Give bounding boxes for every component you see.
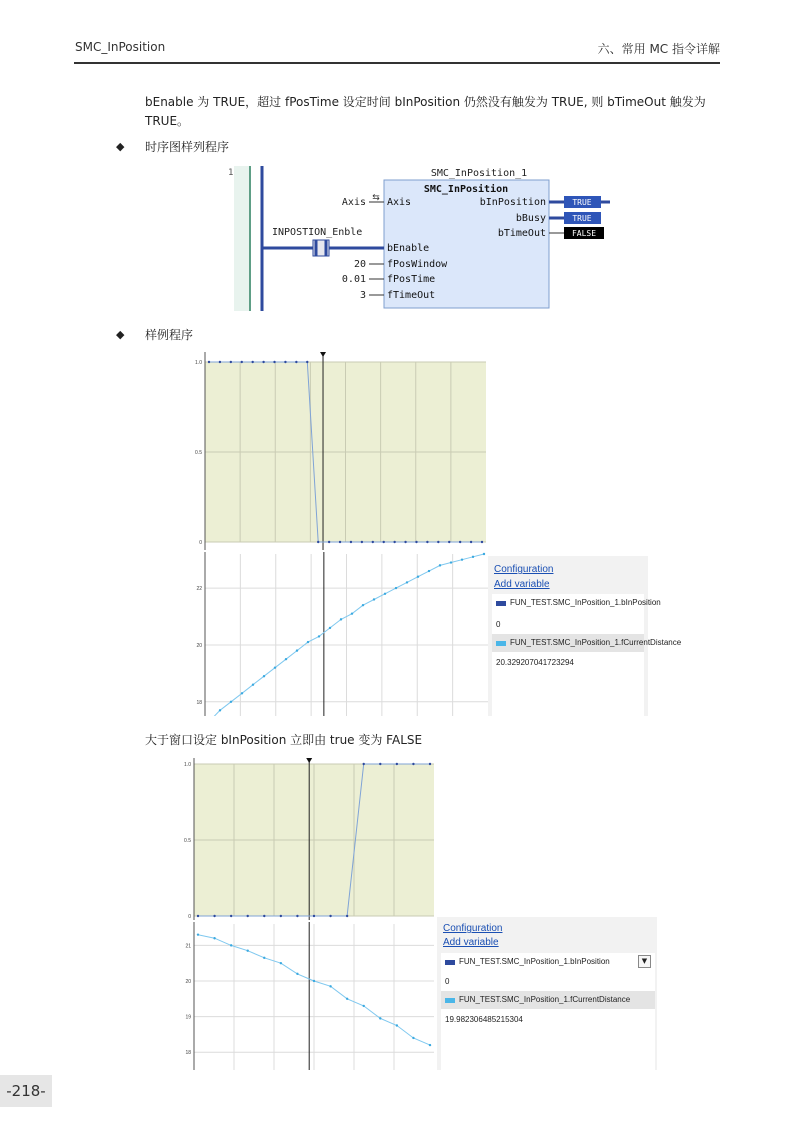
section-title-sample: 样例程序: [145, 328, 194, 342]
trend1-bool-point-23: [459, 541, 461, 543]
trend2-bool-ytick-0: 1.0: [184, 762, 191, 768]
trend2-bool-point-8: [329, 915, 331, 917]
trend1-dist-ytick-2: 18: [196, 699, 202, 706]
trend2-dist-point-1: [213, 937, 215, 939]
trend1-bool-point-17: [393, 541, 395, 543]
binposition-value: TRUE: [572, 198, 592, 207]
trend2-dropdown-icon[interactable]: ▼: [638, 955, 651, 968]
trend1-dist-point-13: [351, 612, 353, 614]
trend1-dist-point-21: [439, 564, 441, 566]
trend1-dist-point-6: [274, 666, 276, 668]
trend2-dist-point-8: [329, 985, 331, 987]
trend2-bool-point-10: [363, 763, 365, 765]
trend2-dist-point-10: [363, 1005, 365, 1007]
trend2-dist-point-3: [247, 950, 249, 952]
trend1-bool-point-16: [383, 541, 385, 543]
trend1-bool-point-7: [284, 361, 286, 363]
trend1-dist-ytick-0: 22: [196, 586, 202, 593]
trend1-bool-ytick-2: 0: [199, 540, 202, 546]
trend1-distance-chart: [193, 552, 490, 716]
trend2-var2-color-swatch: [445, 998, 455, 1003]
trend2-bool-point-11: [379, 763, 381, 765]
trend1-dist-point-11: [329, 627, 331, 629]
trend2-bool-point-9: [346, 915, 348, 917]
trend1-bool-point-9: [306, 361, 308, 363]
trend1-dist-point-5: [263, 675, 265, 677]
trend1-bool-point-11: [328, 541, 330, 543]
trend2-var1-value: 0: [445, 977, 450, 986]
trend2-bool-point-1: [213, 915, 215, 917]
btimeout-value: FALSE: [571, 229, 597, 238]
trend2-dist-point-11: [379, 1017, 381, 1019]
trend2-var2-value: 19.982306485215304: [445, 1015, 523, 1024]
trend1-var2-color-swatch: [496, 641, 506, 646]
trend2-bool-point-4: [263, 915, 265, 917]
trend2-bool-ytick-1: 0.5: [184, 838, 191, 844]
trend1-dist-point-9: [307, 641, 309, 643]
function-block-diagram: [225, 160, 615, 315]
input-pin-fposwindow: fPosWindow: [387, 259, 448, 270]
trend2-bool-point-2: [230, 915, 232, 917]
trend2-distance-chart: [184, 922, 436, 1070]
trend1-bool-point-1: [219, 361, 221, 363]
trend1-bool-ytick-1: 0.5: [195, 450, 202, 456]
trend2-configuration-link[interactable]: Configuration: [443, 923, 503, 934]
header-right: 六、常用 MC 指令详解: [597, 42, 720, 56]
trend2-legend-panel: [437, 917, 657, 1070]
trend1-dist-point-25: [483, 553, 485, 555]
input-pin-benable: bEnable: [387, 243, 430, 254]
fb-instance-name: SMC_InPosition_1: [430, 168, 528, 179]
trend1-dist-point-16: [384, 593, 386, 595]
header-rule: [74, 62, 720, 64]
trend2-dist-point-2: [230, 944, 232, 946]
input-pin-ftimeout: fTimeOut: [387, 290, 436, 301]
trend2-dist-point-13: [412, 1037, 414, 1039]
trend2-dist-point-7: [313, 980, 315, 982]
trend2-bool-point-5: [280, 915, 282, 917]
enable-var-name: INPOSTION_Enble: [272, 227, 363, 238]
bullet-diamond-icon-2: ◆: [116, 328, 125, 341]
trend1-bool-ytick-0: 1.0: [195, 360, 202, 366]
trend1-dist-point-10: [318, 635, 320, 637]
trend1-var1-name: FUN_TEST.SMC_InPosition_1.bInPosition: [510, 598, 661, 607]
trend1-dist-point-14: [362, 604, 364, 606]
trend1-configuration-link[interactable]: Configuration: [494, 564, 554, 575]
trend1-var2-row[interactable]: [492, 634, 682, 652]
trend1-dist-ytick-1: 20: [196, 642, 202, 649]
trend1-bool-point-6: [273, 361, 275, 363]
trend2-var2-name: FUN_TEST.SMC_InPosition_1.fCurrentDistance: [459, 995, 631, 1004]
trend2-bool-point-13: [412, 763, 414, 765]
trend1-bool-chart: [193, 352, 488, 550]
trend2-dist-ytick-0: 21: [185, 943, 191, 950]
trend1-bool-point-5: [262, 361, 264, 363]
trend1-bool-point-8: [295, 361, 297, 363]
trend2-bool-cursor-marker: [306, 758, 312, 763]
trend1-bool-point-12: [339, 541, 341, 543]
trend2-bool-point-14: [429, 763, 431, 765]
output-pin-binposition: bInPosition: [479, 197, 546, 208]
output-pin-btimeout: bTimeOut: [497, 228, 546, 239]
page-number: -218-: [0, 1075, 52, 1107]
trend1-bool-point-13: [350, 541, 352, 543]
trend1-bool-point-22: [448, 541, 450, 543]
trend1-bool-point-19: [415, 541, 417, 543]
trend1-dist-point-3: [241, 692, 243, 694]
trend1-dist-point-7: [285, 658, 287, 660]
trend2-bool-point-0: [197, 915, 199, 917]
input-pin-fpostime: fPosTime: [387, 274, 436, 285]
trend1-bool-cursor-marker: [320, 352, 326, 357]
bbusy-value: TRUE: [572, 214, 592, 223]
section-title-timing: 时序图样列程序: [145, 140, 230, 154]
fb-type-name: SMC_InPosition: [423, 184, 509, 195]
trend1-variable-list: [492, 594, 682, 716]
trend2-dist-point-12: [396, 1024, 398, 1026]
input-value-ftimeout: 3: [359, 290, 366, 301]
axis-arrow-icon: ⇆: [372, 193, 380, 203]
trend1-var1-value: 0: [496, 620, 501, 629]
trend1-bool-point-14: [361, 541, 363, 543]
trend1-bool-point-0: [208, 361, 210, 363]
trend2-var2-row[interactable]: [441, 991, 655, 1009]
trend1-bool-point-21: [437, 541, 439, 543]
input-value-fposwindow: 20: [353, 259, 366, 270]
trend2-var1-color-swatch: [445, 960, 455, 965]
trend1-bool-point-4: [251, 361, 253, 363]
trend1-var2-name: FUN_TEST.SMC_InPosition_1.fCurrentDistance: [510, 638, 682, 647]
trend2-dist-point-4: [263, 957, 265, 959]
trend1-dist-point-18: [406, 581, 408, 583]
trend2-dist-point-14: [429, 1044, 431, 1046]
intro-line-1: bEnable 为 TRUE，超过 fPosTime 设定时间 bInPosition 仍然没有触发为 TRUE, 则 bTimeOut 触发为: [145, 95, 706, 109]
trend1-dist-point-23: [461, 558, 463, 560]
trend2-dist-point-5: [280, 962, 282, 964]
trend2-bool-chart: [184, 758, 436, 920]
trend2-dist-ytick-2: 19: [185, 1014, 191, 1021]
trend2-bool-point-7: [313, 915, 315, 917]
trend2-dist-point-0: [197, 933, 199, 935]
trend1-bool-point-10: [317, 541, 319, 543]
axis-pin: Axis: [387, 197, 412, 208]
trend1-legend-panel: [488, 556, 682, 716]
trend1-var1-row[interactable]: [492, 594, 661, 612]
bullet-diamond-icon: ◆: [116, 140, 125, 153]
trend1-dist-point-4: [252, 684, 254, 686]
trend1-bool-point-20: [426, 541, 428, 543]
trend1-bool-point-3: [241, 361, 243, 363]
trend1-dist-point-19: [417, 576, 419, 578]
trend1-dist-point-24: [472, 556, 474, 558]
caption-window-exceeded: 大于窗口设定 bInPosition 立即由 true 变为 FALSE: [145, 733, 423, 747]
trend2-dist-point-6: [296, 973, 298, 975]
trend1-dist-point-8: [296, 649, 298, 651]
trend2-bool-point-6: [296, 915, 298, 917]
trend2-dist-ytick-3: 18: [185, 1050, 191, 1057]
trend2-bool-point-12: [396, 763, 398, 765]
trend1-var2-value: 20.329207041723294: [496, 658, 574, 667]
trend1-dist-point-22: [450, 561, 452, 563]
rung-margin: [234, 166, 251, 311]
rung-number: 1: [228, 168, 234, 178]
trend1-bool-point-25: [481, 541, 483, 543]
trend1-var1-color-swatch: [496, 601, 506, 606]
trend2-variable-list: [441, 953, 655, 1070]
trend2-add-variable-link[interactable]: Add variable: [443, 937, 499, 948]
trend1-dist-point-12: [340, 618, 342, 620]
trend1-dist-point-17: [395, 587, 397, 589]
output-pin-bbusy: bBusy: [515, 213, 546, 224]
trend1-dist-point-20: [428, 570, 430, 572]
trend2-dist-point-9: [346, 998, 348, 1000]
trend2-var1-row[interactable]: [441, 953, 655, 971]
trend1-add-variable-link[interactable]: Add variable: [494, 579, 550, 590]
trend1-bool-point-18: [404, 541, 406, 543]
input-value-fpostime: 0.01: [341, 274, 366, 285]
trend2-bool-ytick-2: 0: [188, 914, 191, 920]
trend2-var1-name: FUN_TEST.SMC_InPosition_1.bInPosition: [459, 957, 610, 966]
intro-line-2: TRUE。: [145, 114, 190, 128]
trend1-dist-point-2: [230, 701, 232, 703]
trend1-bool-point-15: [372, 541, 374, 543]
trend2-bool-point-3: [247, 915, 249, 917]
header-left: SMC_InPosition: [75, 40, 166, 54]
trend1-dist-point-15: [373, 598, 375, 600]
trend1-bool-point-24: [470, 541, 472, 543]
trend1-bool-point-2: [230, 361, 232, 363]
trend1-dist-point-1: [219, 709, 221, 711]
trend2-dist-ytick-1: 20: [185, 978, 191, 985]
axis-input-var: Axis: [341, 197, 366, 208]
